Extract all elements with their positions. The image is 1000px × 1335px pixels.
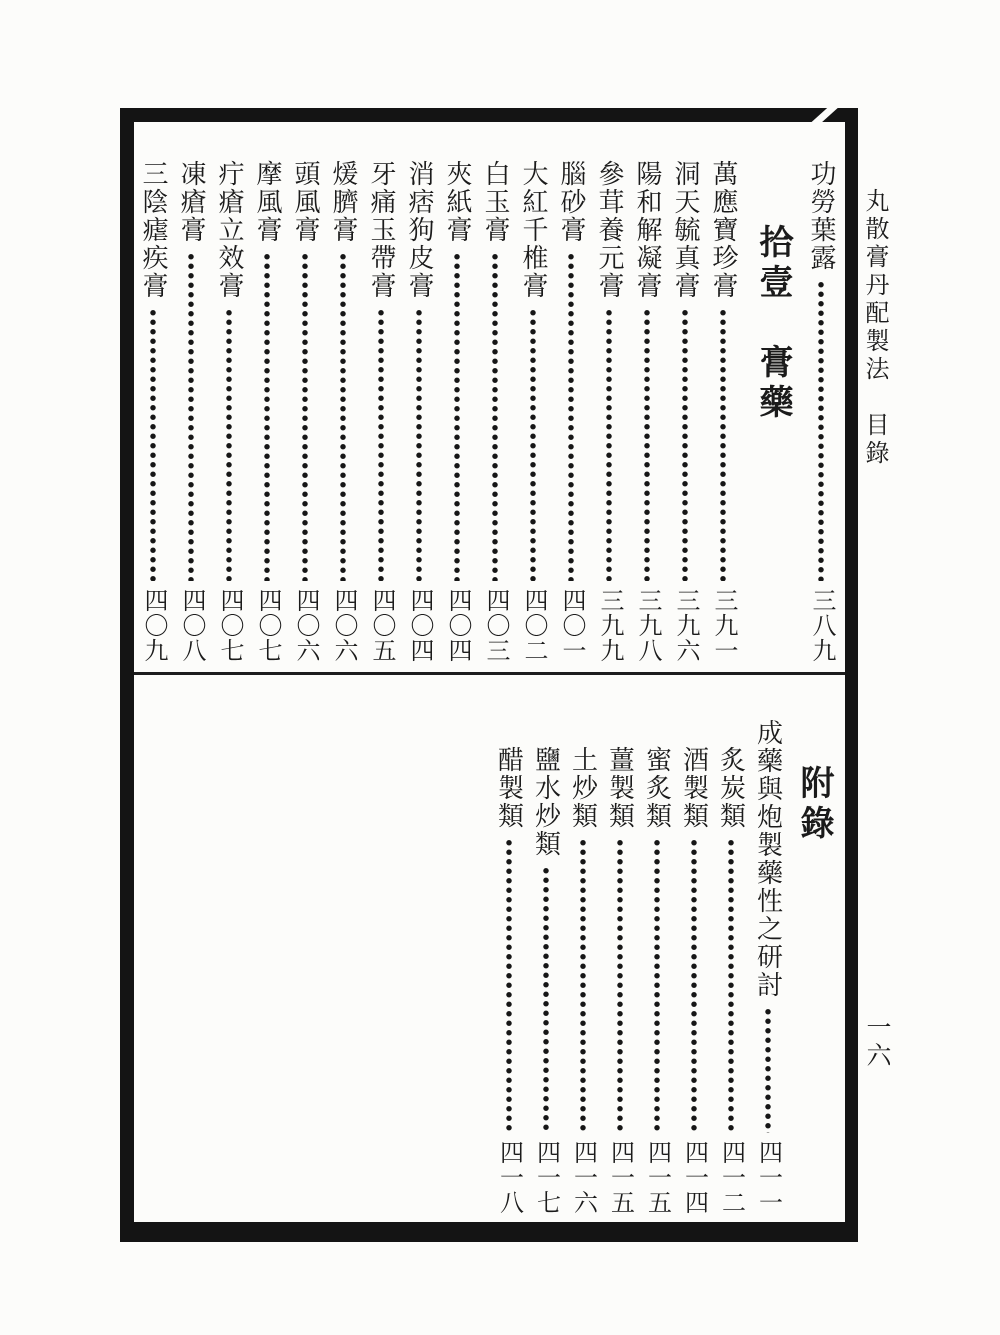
toc-entry-title: 鹽水炒類 (531, 746, 561, 858)
toc-entry-page: 四一五 (606, 1140, 633, 1215)
toc-entry (802, 160, 840, 663)
dotted-leader (489, 252, 501, 581)
toc-entry (564, 719, 601, 1215)
toc-entry-title: 三陰瘧疾膏 (139, 160, 168, 300)
toc-bottom-columns (140, 719, 840, 1215)
section-heading (786, 719, 840, 1215)
toc-entry-title: 成藥與炮製藥性之研討 (753, 719, 783, 999)
dotted-leader (223, 308, 235, 581)
toc-entry-title: 夾紙膏 (443, 160, 472, 244)
toc-entry-title: 洞天毓真膏 (671, 160, 700, 300)
toc-entry-title: 陽和解凝膏 (633, 160, 662, 300)
toc-entry-title: 消痞狗皮膏 (405, 160, 434, 300)
dotted-leader (261, 252, 273, 581)
toc-entry-page: 四〇二 (520, 588, 546, 663)
toc-entry-page: 四一五 (643, 1140, 670, 1215)
toc-entry-page: 三八九 (808, 588, 834, 663)
toc-entry-title: 摩風膏 (253, 160, 282, 244)
dotted-leader (147, 308, 159, 581)
toc-entry-title: 參茸養元膏 (595, 160, 624, 300)
dotted-leader (762, 1007, 774, 1133)
toc-entry (400, 160, 438, 663)
toc-entry-title: 白玉膏 (481, 160, 510, 244)
toc-entry (601, 719, 638, 1215)
dotted-leader (641, 308, 653, 581)
toc-entry-page: 四一七 (532, 1140, 559, 1215)
dotted-leader (375, 308, 387, 581)
toc-top-columns (140, 160, 840, 663)
toc-entry-page: 四一一 (754, 1140, 781, 1215)
toc-entry-title: 萬應寶珍膏 (709, 160, 738, 300)
toc-entry-title: 凍瘡膏 (177, 160, 206, 244)
toc-entry (172, 160, 210, 663)
toc-entry-page: 四一六 (569, 1140, 596, 1215)
toc-entry (749, 719, 786, 1215)
dotted-leader (577, 838, 589, 1133)
toc-entry-title: 薑製類 (605, 746, 635, 830)
toc-entry-title: 頭風膏 (291, 160, 320, 244)
toc-entry-page: 四〇六 (330, 588, 356, 663)
toc-entry-page: 三九一 (710, 588, 736, 663)
toc-entry-title: 牙痛玉帶膏 (367, 160, 396, 300)
dotted-leader (679, 308, 691, 581)
toc-entry-title: 疔瘡立效膏 (215, 160, 244, 300)
toc-entry-page: 四〇五 (368, 588, 394, 663)
toc-entry (514, 160, 552, 663)
dotted-leader (725, 838, 737, 1133)
toc-entry-title: 大紅千椎膏 (519, 160, 548, 300)
toc-entry-title: 煖臍膏 (329, 160, 358, 244)
toc-entry-page: 四〇八 (178, 588, 204, 663)
dotted-leader (540, 866, 552, 1133)
toc-entry (248, 160, 286, 663)
toc-entry-page: 四〇六 (292, 588, 318, 663)
dotted-leader (451, 252, 463, 581)
toc-entry-page: 三九八 (634, 588, 660, 663)
dotted-leader (565, 252, 577, 581)
toc-section-appendix (134, 675, 845, 1222)
toc-entry-page: 四一二 (717, 1140, 744, 1215)
dotted-leader (185, 252, 197, 581)
dotted-leader (299, 252, 311, 581)
toc-entry (704, 160, 742, 663)
toc-entry (438, 160, 476, 663)
toc-entry-page: 四〇三 (482, 588, 508, 663)
toc-entry-page: 四〇七 (254, 588, 280, 663)
section-heading (742, 160, 802, 663)
dotted-leader (717, 308, 729, 581)
toc-entry-page: 四一八 (495, 1140, 522, 1215)
toc-entry-page: 三九六 (672, 588, 698, 663)
toc-entry (210, 160, 248, 663)
toc-entry (666, 160, 704, 663)
margin-page-number: 一六 (863, 1014, 890, 1070)
toc-entry (324, 160, 362, 663)
toc-entry-title: 炙炭類 (716, 746, 746, 830)
toc-entry-page: 四〇七 (216, 588, 242, 663)
toc-entry (476, 160, 514, 663)
dotted-leader (337, 252, 349, 581)
toc-entry (490, 719, 527, 1215)
dotted-leader (815, 280, 827, 581)
dotted-leader (527, 308, 539, 581)
section-heading-text: 拾壹 膏藥 (754, 224, 791, 424)
toc-entry-title: 蜜炙類 (642, 746, 672, 830)
toc-entry-title: 酒製類 (679, 746, 709, 830)
toc-entry-page: 四〇一 (558, 588, 584, 663)
toc-entry (134, 160, 172, 663)
toc-entry-page: 四〇四 (444, 588, 470, 663)
section-heading-text: 附錄 (795, 765, 832, 845)
toc-entry-title: 醋製類 (494, 746, 524, 830)
dotted-leader (688, 838, 700, 1133)
toc-entry (286, 160, 324, 663)
toc-entry-title: 功勞葉露 (807, 160, 836, 272)
toc-entry-page: 三九九 (596, 588, 622, 663)
toc-entry-title: 腦砂膏 (557, 160, 586, 244)
toc-entry (527, 719, 564, 1215)
toc-entry (590, 160, 628, 663)
dotted-leader (651, 838, 663, 1133)
page-frame (120, 108, 858, 1242)
toc-entry (638, 719, 675, 1215)
toc-entry-title: 土炒類 (568, 746, 598, 830)
toc-entry-page: 四一四 (680, 1140, 707, 1215)
toc-entry (628, 160, 666, 663)
dotted-leader (503, 838, 515, 1133)
book-margin-title: 丸散膏丹配製法 目錄 (861, 188, 887, 468)
toc-entry (712, 719, 749, 1215)
dotted-leader (603, 308, 615, 581)
dotted-leader (614, 838, 626, 1133)
toc-entry-page: 四〇四 (406, 588, 432, 663)
dotted-leader (413, 308, 425, 581)
toc-entry (552, 160, 590, 663)
toc-entry (675, 719, 712, 1215)
toc-entry-page: 四〇九 (140, 588, 166, 663)
toc-section-main (134, 122, 845, 672)
toc-entry (362, 160, 400, 663)
